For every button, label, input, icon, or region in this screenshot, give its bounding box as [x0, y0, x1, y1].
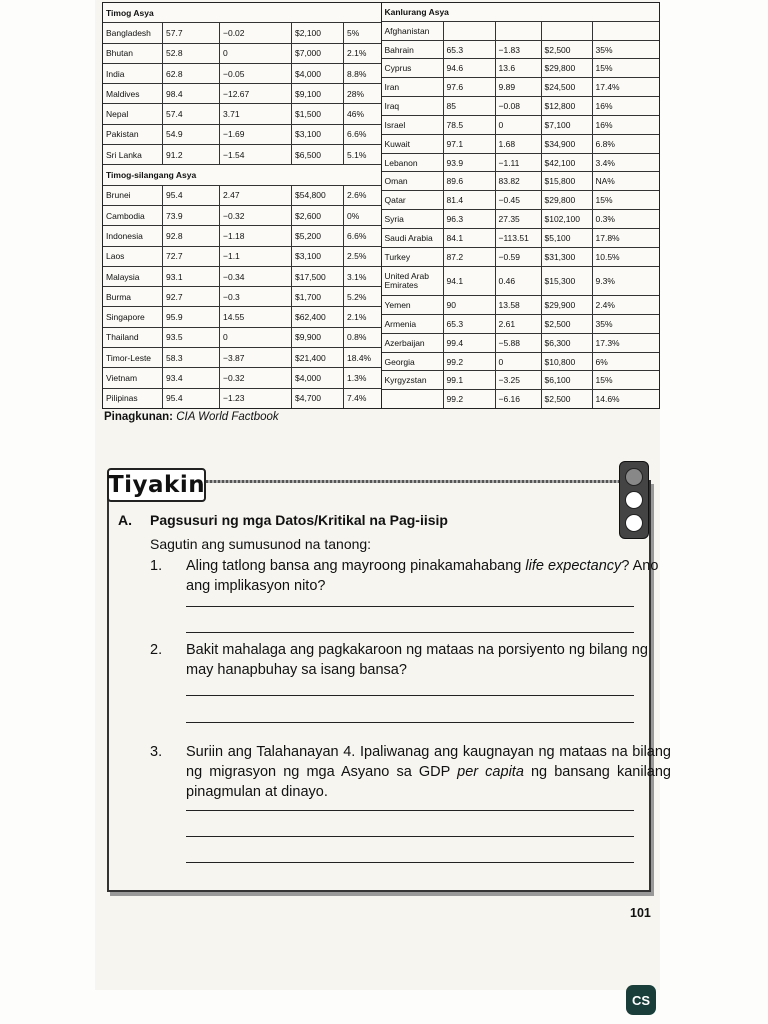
table-cell-country: Lebanon [382, 154, 444, 172]
table-cell: −0.32 [220, 206, 292, 225]
question-number: 3. [150, 744, 163, 760]
table-cell: $5,100 [542, 229, 593, 247]
table-cell-country: Cyprus [382, 59, 444, 77]
table-cell: $7,100 [542, 116, 593, 134]
table-cell: $9,900 [292, 328, 344, 347]
table-group-header [103, 3, 381, 23]
table-cell: 99.2 [444, 390, 496, 408]
table-row [382, 371, 660, 390]
table-cell: −5.88 [496, 334, 542, 352]
table-cell: 27.35 [496, 210, 542, 228]
table-cell: 92.8 [163, 226, 220, 245]
table-cell: $4,700 [292, 389, 344, 408]
table-cell-country: Turkey [382, 248, 444, 266]
source-value: CIA World Factbook [176, 411, 279, 423]
table-row [382, 315, 660, 334]
table-cell: 2.1% [347, 312, 367, 323]
table-cell: −0.45 [496, 191, 542, 209]
table-cell: $6,300 [542, 334, 593, 352]
table-cell: $7,000 [292, 44, 344, 63]
table-right [382, 3, 660, 408]
table-row [103, 267, 381, 287]
table-cell: 91.2 [163, 145, 220, 164]
table-cell: 6% [595, 356, 608, 367]
table-cell: $42,100 [542, 154, 593, 172]
table-row [103, 307, 381, 327]
table-row [382, 267, 660, 297]
table-cell: 2.6% [347, 190, 367, 201]
table-cell [593, 22, 660, 40]
table-cell-country [382, 390, 444, 408]
table-group-header [382, 3, 660, 22]
table-row [103, 23, 381, 43]
table-cell: 57.7 [163, 23, 220, 42]
answer-line[interactable] [186, 695, 634, 696]
table-cell: 57.4 [163, 104, 220, 123]
question-text: Aling tatlong bansa ang mayroong pinakamahabang [186, 558, 526, 574]
table-cell: −0.08 [496, 97, 542, 115]
table-cell: −0.05 [220, 64, 292, 83]
answer-line[interactable] [186, 722, 634, 723]
table-row [103, 186, 381, 206]
question-text: Bakit mahalaga ang pagkakaroon ng mataas na porsiyento ng bilang ng may hanapbuhay sa isang bansa? [186, 642, 648, 678]
page-number: 101 [630, 906, 651, 920]
question-1 [150, 556, 671, 596]
table-cell: $10,800 [542, 353, 593, 371]
answer-line[interactable] [186, 862, 634, 863]
table-cell: −1.11 [496, 154, 542, 172]
question-emphasis: per capita [457, 764, 524, 780]
table-cell: $4,000 [292, 64, 344, 83]
table-cell: 85 [444, 97, 496, 115]
table-row [103, 64, 381, 84]
table-cell: 14.6% [595, 394, 620, 405]
table-cell: −0.32 [220, 368, 292, 387]
table-cell: 17.4% [595, 82, 620, 93]
table-row [382, 191, 660, 210]
table-cell-country: United Arab Emirates [382, 267, 444, 296]
table-cell: 92.7 [163, 287, 220, 306]
table-cell: 93.9 [444, 154, 496, 172]
table-cell: $6,500 [292, 145, 344, 164]
traffic-lamp-bottom [625, 514, 643, 532]
table-row [103, 226, 381, 246]
table-cell: 35% [595, 44, 613, 55]
table-cell: 5% [347, 27, 360, 38]
answer-line[interactable] [186, 606, 634, 607]
table-cell-country: Saudi Arabia [382, 229, 444, 247]
table-cell-country: Nepal [103, 104, 163, 123]
table-row [103, 84, 381, 104]
table-cell: 97.6 [444, 78, 496, 96]
table-cell-country: Pakistan [103, 125, 163, 144]
activity-box-top-border [206, 480, 619, 483]
table-cell-country: Singapore [103, 307, 163, 326]
table-left [103, 3, 382, 408]
table-cell [496, 22, 542, 40]
question-3 [150, 742, 671, 802]
table-row [382, 390, 660, 408]
table-cell: 83.82 [496, 172, 542, 190]
table-cell: $102,100 [542, 210, 593, 228]
table-cell: 15% [595, 375, 613, 386]
table-row [382, 116, 660, 135]
table-cell-country: Israel [382, 116, 444, 134]
table-cell: $15,300 [542, 267, 593, 296]
section-heading [118, 512, 448, 528]
table-cell: 8.8% [347, 68, 367, 79]
table-cell: 65.3 [444, 41, 496, 59]
table-cell-country: Sri Lanka [103, 145, 163, 164]
data-table [102, 2, 660, 409]
table-row [382, 22, 660, 41]
answer-line[interactable] [186, 810, 634, 811]
question-number: 1. [150, 558, 163, 574]
table-cell-country: Burma [103, 287, 163, 306]
table-cell: $3,100 [292, 247, 344, 266]
table-cell: 0.46 [496, 267, 542, 296]
table-row [382, 229, 660, 248]
table-cell: −6.16 [496, 390, 542, 408]
table-row [382, 59, 660, 78]
table-cell: 58.3 [163, 348, 220, 367]
table-cell: −3.87 [220, 348, 292, 367]
question-2 [150, 640, 671, 680]
table-cell-country: Iran [382, 78, 444, 96]
table-cell: −1.69 [220, 125, 292, 144]
table-cell: 95.4 [163, 389, 220, 408]
section-title: Pagsusuri ng mga Datos/Kritikal na Pag-iisip [150, 512, 448, 528]
question-text: Suriin ang Talahanayan 4. Ipaliwanag ang kaugnayan ng mataas na bilang ng migrasyon ng mga Asyano sa GDP [186, 744, 671, 780]
table-row [103, 44, 381, 64]
table-cell: $6,100 [542, 371, 593, 389]
table-cell-country: Syria [382, 210, 444, 228]
table-cell: 1.3% [347, 372, 367, 383]
table-cell-country: Georgia [382, 353, 444, 371]
table-cell: $29,900 [542, 296, 593, 314]
table-group-label: Kanlurang Asya [384, 6, 449, 17]
table-cell: 0 [220, 44, 292, 63]
question-number: 2. [150, 642, 163, 658]
table-cell: $5,200 [292, 226, 344, 245]
table-cell: −3.25 [496, 371, 542, 389]
source-note [104, 411, 279, 423]
table-cell: 62.8 [163, 64, 220, 83]
table-cell: 5.2% [347, 291, 367, 302]
table-cell: 9.89 [496, 78, 542, 96]
table-cell: $15,800 [542, 172, 593, 190]
table-cell: 0.3% [595, 214, 615, 225]
table-row [382, 154, 660, 173]
table-cell: 13.58 [496, 296, 542, 314]
table-row [103, 328, 381, 348]
table-cell-country: Kuwait [382, 135, 444, 153]
table-cell: 6.8% [595, 138, 615, 149]
table-cell: −1.54 [220, 145, 292, 164]
table-row [103, 287, 381, 307]
table-cell: 2.47 [220, 186, 292, 205]
table-row [382, 210, 660, 229]
table-row [103, 125, 381, 145]
table-cell: −113.51 [496, 229, 542, 247]
table-cell: $31,300 [542, 248, 593, 266]
table-row [103, 206, 381, 226]
table-cell: 87.2 [444, 248, 496, 266]
source-label: Pinagkunan: [104, 411, 174, 423]
table-cell: 16% [595, 101, 613, 112]
table-cell-country: India [103, 64, 163, 83]
table-row [103, 389, 381, 408]
table-cell: 93.4 [163, 368, 220, 387]
table-cell: 73.9 [163, 206, 220, 225]
table-cell-country: Afghanistan [382, 22, 444, 40]
table-cell: $4,000 [292, 368, 344, 387]
table-cell: 0.8% [347, 332, 367, 343]
table-cell: $2,100 [292, 23, 344, 42]
table-row [382, 353, 660, 372]
table-row [103, 247, 381, 267]
table-cell: $2,500 [542, 315, 593, 333]
table-cell: 3.4% [595, 157, 615, 168]
table-cell-country: Bahrain [382, 41, 444, 59]
traffic-light-icon [619, 461, 649, 539]
table-cell: $1,700 [292, 287, 344, 306]
question-text-end: ? Ano ang implikasyon nito? [186, 558, 659, 594]
table-row [382, 41, 660, 60]
table-cell: $62,400 [292, 307, 344, 326]
table-cell: 9.3% [595, 275, 615, 286]
table-row [382, 97, 660, 116]
table-cell: $2,500 [542, 390, 593, 408]
table-cell: −12.67 [220, 84, 292, 103]
table-cell: 10.5% [595, 251, 620, 262]
table-cell: 94.6 [444, 59, 496, 77]
table-cell: 89.6 [444, 172, 496, 190]
table-cell: 54.9 [163, 125, 220, 144]
table-cell: 99.4 [444, 334, 496, 352]
table-cell: −0.59 [496, 248, 542, 266]
table-cell-country: Azerbaijan [382, 334, 444, 352]
table-cell: 14.55 [220, 307, 292, 326]
table-cell: 90 [444, 296, 496, 314]
table-cell: 78.5 [444, 116, 496, 134]
answer-line[interactable] [186, 836, 634, 837]
table-cell: 98.4 [163, 84, 220, 103]
table-cell: $12,800 [542, 97, 593, 115]
table-cell: −0.34 [220, 267, 292, 286]
table-cell: 7.4% [347, 393, 367, 404]
table-cell: $2,600 [292, 206, 344, 225]
activity-heading: Tiyakin [107, 468, 206, 502]
table-cell: 94.1 [444, 267, 496, 296]
table-cell-country: Cambodia [103, 206, 163, 225]
table-cell-country: Iraq [382, 97, 444, 115]
table-row [103, 348, 381, 368]
table-cell: $1,500 [292, 104, 344, 123]
traffic-lamp-top [625, 468, 643, 486]
table-cell: 2.61 [496, 315, 542, 333]
table-cell: 0% [347, 210, 360, 221]
table-cell: 28% [347, 88, 365, 99]
table-cell: 96.3 [444, 210, 496, 228]
table-cell: 0 [220, 328, 292, 347]
table-cell: 17.8% [595, 232, 620, 243]
table-cell: 13.6 [496, 59, 542, 77]
table-cell [444, 22, 496, 40]
table-cell: $21,400 [292, 348, 344, 367]
table-cell-country: Timor-Leste [103, 348, 163, 367]
table-cell: −1.23 [220, 389, 292, 408]
table-cell: 0 [496, 353, 542, 371]
table-cell-country: Malaysia [103, 267, 163, 286]
table-row [382, 135, 660, 154]
question-text-end: ng bansang kanilang pinagmulan at dinayo. [186, 764, 671, 800]
table-cell: 95.9 [163, 307, 220, 326]
table-cell: −0.02 [220, 23, 292, 42]
table-cell: 6.6% [347, 230, 367, 241]
table-group-label: Timog Asya [106, 7, 154, 18]
table-cell: 2.5% [347, 251, 367, 262]
table-cell-country: Yemen [382, 296, 444, 314]
table-cell: 18.4% [347, 352, 372, 363]
table-cell: $3,100 [292, 125, 344, 144]
table-cell: 2.1% [347, 48, 367, 59]
table-cell: $17,500 [292, 267, 344, 286]
table-group-label: Timog-silangang Asya [106, 170, 197, 181]
table-cell-country: Indonesia [103, 226, 163, 245]
table-cell: 16% [595, 119, 613, 130]
table-row [103, 104, 381, 124]
traffic-lamp-middle [625, 491, 643, 509]
table-cell-country: Pilipinas [103, 389, 163, 408]
table-cell: 65.3 [444, 315, 496, 333]
table-cell: $24,500 [542, 78, 593, 96]
table-row [382, 172, 660, 191]
table-cell: 2.4% [595, 300, 615, 311]
table-row [103, 145, 381, 165]
instruction: Sagutin ang sumusunod na tanong: [150, 536, 372, 552]
camscanner-badge-icon: CS [626, 985, 656, 1015]
table-cell: 35% [595, 318, 613, 329]
table-cell: 99.2 [444, 353, 496, 371]
table-row [382, 78, 660, 97]
table-cell: $2,500 [542, 41, 593, 59]
table-cell-country: Bangladesh [103, 23, 163, 42]
question-emphasis: life expectancy [525, 558, 622, 574]
table-cell [542, 22, 593, 40]
table-cell: 72.7 [163, 247, 220, 266]
table-cell: 93.5 [163, 328, 220, 347]
table-cell: 99.1 [444, 371, 496, 389]
table-cell: −1.18 [220, 226, 292, 245]
section-letter: A. [118, 512, 132, 528]
table-cell: 3.1% [347, 271, 367, 282]
table-cell: 93.1 [163, 267, 220, 286]
table-cell-country: Bhutan [103, 44, 163, 63]
table-cell-country: Oman [382, 172, 444, 190]
table-cell: 1.68 [496, 135, 542, 153]
answer-line[interactable] [186, 632, 634, 633]
table-cell: 17.3% [595, 337, 620, 348]
table-cell-country: Thailand [103, 328, 163, 347]
table-cell: 0 [496, 116, 542, 134]
table-cell-country: Brunei [103, 186, 163, 205]
table-cell: 15% [595, 63, 613, 74]
table-cell: 81.4 [444, 191, 496, 209]
table-row [103, 368, 381, 388]
table-cell: 5.1% [347, 149, 367, 160]
table-row [382, 334, 660, 353]
table-cell-country: Kyrgyzstan [382, 371, 444, 389]
table-cell: NA% [595, 176, 615, 187]
table-cell: $9,100 [292, 84, 344, 103]
table-cell: 84.1 [444, 229, 496, 247]
table-cell: −0.3 [220, 287, 292, 306]
table-cell: 46% [347, 109, 365, 120]
table-cell-country: Laos [103, 247, 163, 266]
table-cell: −1.83 [496, 41, 542, 59]
table-cell: 15% [595, 195, 613, 206]
table-cell: −1.1 [220, 247, 292, 266]
table-cell: 95.4 [163, 186, 220, 205]
table-cell: 97.1 [444, 135, 496, 153]
table-row [382, 296, 660, 315]
table-cell: $29,800 [542, 191, 593, 209]
table-cell: $29,800 [542, 59, 593, 77]
table-cell: $54,800 [292, 186, 344, 205]
table-row [382, 248, 660, 267]
table-cell: 52.8 [163, 44, 220, 63]
table-cell: $34,900 [542, 135, 593, 153]
table-cell-country: Maldives [103, 84, 163, 103]
table-group-header [103, 165, 381, 185]
table-cell-country: Armenia [382, 315, 444, 333]
table-cell-country: Qatar [382, 191, 444, 209]
table-cell-country: Vietnam [103, 368, 163, 387]
table-cell: 6.6% [347, 129, 367, 140]
table-cell: 3.71 [220, 104, 292, 123]
